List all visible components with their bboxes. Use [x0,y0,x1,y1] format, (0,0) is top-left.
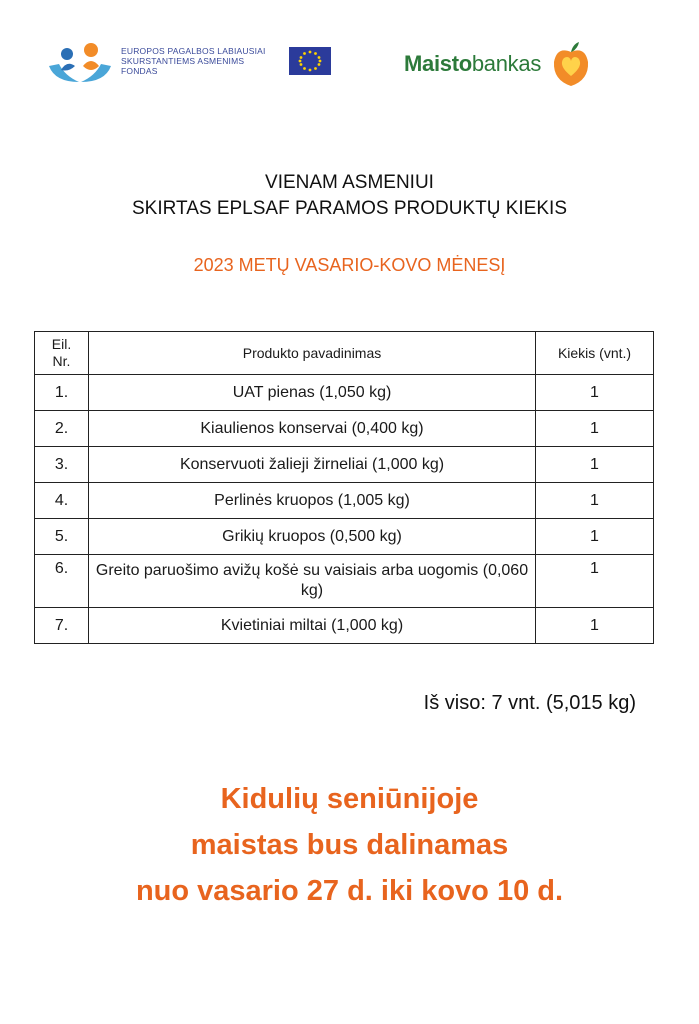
period-subheading: 2023 METŲ VASARIO-KOVO MĖNESĮ [193,255,506,275]
header-product-name: Produkto pavadinimas [89,332,536,375]
row-quantity: 1 [536,447,654,483]
row-quantity: 1 [536,519,654,555]
row-product: Konservuoti žalieji žirneliai (1,000 kg) [89,447,536,483]
hands-icon [45,36,115,86]
row-number: 7. [35,608,89,644]
row-product: Perlinės kruopos (1,005 kg) [89,483,536,519]
row-product: Greito paruošimo avižų košė su vaisiais arba uogomis (0,060 kg) [89,555,536,608]
table-header-row [35,332,654,375]
row-product: Grikių kruopos (0,500 kg) [89,519,536,555]
table-row [35,447,654,483]
row-quantity: 1 [536,375,654,411]
eu-fund-logo [45,36,331,86]
table-row [35,555,654,608]
table-row [35,411,654,447]
notice-line-2: maistas bus dalinamas [190,829,509,861]
fund-name [121,46,281,76]
row-product: Kiaulienos konservai (0,400 kg) [89,411,536,447]
fund-line-2: SKURSTANTIEMS ASMENIMS [121,56,245,66]
header-no-line-1: Eil. [51,336,72,352]
table-row [35,375,654,411]
header-no [35,332,89,375]
brand-light: bankas [471,51,542,76]
row-quantity: 1 [536,411,654,447]
table-row [35,608,654,644]
maistobankas-logo [404,40,591,88]
row-quantity: 1 [536,483,654,519]
fund-line-1: EUROPOS PAGALBOS LABIAUSIAI [121,46,266,56]
row-number: 1. [35,375,89,411]
heading-line-2: SKIRTAS EPLSAF PARAMOS PRODUKTŲ KIEKIS [132,198,567,219]
header-no-line-2: Nr. [52,353,71,369]
distribution-notice [0,776,699,914]
row-product: Kvietiniai miltai (1,000 kg) [89,608,536,644]
document-heading [0,170,699,222]
row-quantity: 1 [536,555,654,608]
products-table [34,331,654,644]
row-number: 2. [35,411,89,447]
fund-line-3: FONDAS [121,66,158,76]
table-row [35,483,654,519]
total-summary: Iš viso: 7 vnt. (5,015 kg) [423,692,636,714]
table-row [35,519,654,555]
row-number: 6. [35,555,89,608]
row-quantity: 1 [536,608,654,644]
notice-line-1: Kidulių seniūnijoje [220,783,479,815]
logo-bar [0,34,699,94]
brand-bold: Maisto [404,51,472,76]
row-number: 4. [35,483,89,519]
heading-line-1: VIENAM ASMENIUI [265,172,434,193]
notice-line-3: nuo vasario 27 d. iki kovo 10 d. [135,875,564,907]
header-quantity: Kiekis (vnt.) [536,332,654,375]
brand-name [404,51,541,77]
apple-heart-icon [551,40,591,88]
row-product: UAT pienas (1,050 kg) [89,375,536,411]
row-number: 3. [35,447,89,483]
eu-flag-icon [289,47,331,75]
row-number: 5. [35,519,89,555]
